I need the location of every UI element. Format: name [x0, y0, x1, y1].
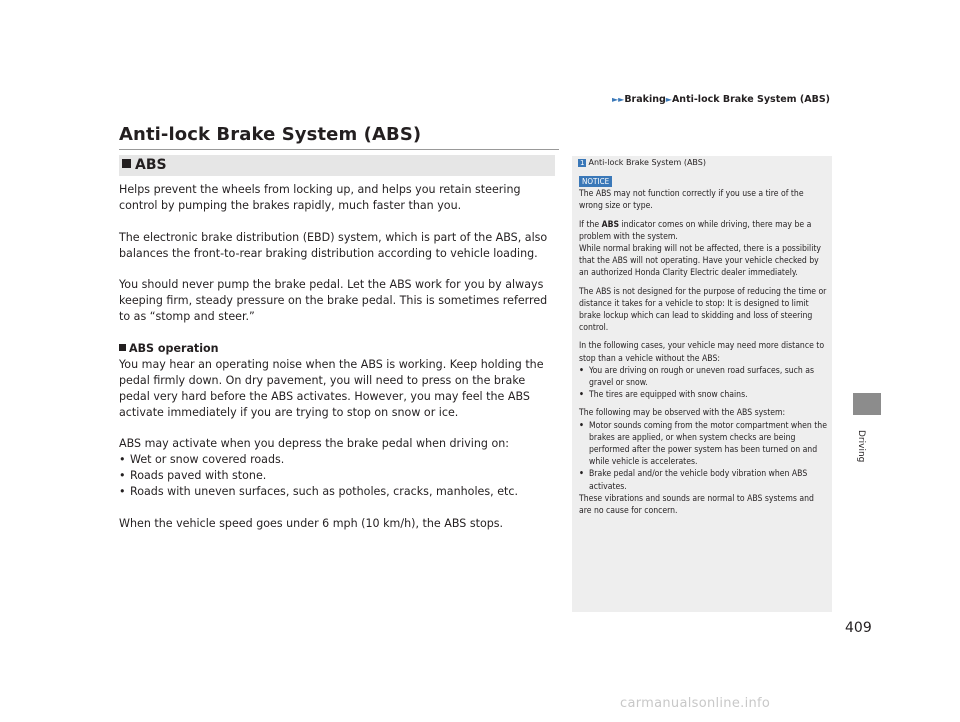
paragraph-abs-stops: When the vehicle speed goes under 6 mph (10 km/h), the ABS stops.	[119, 516, 504, 530]
page-title: Anti-lock Brake System (ABS)	[119, 124, 422, 145]
reference-title: Anti-lock Brake System (ABS)	[588, 158, 706, 167]
square-bullet-icon	[122, 159, 131, 168]
indicator-text-pre: If the	[579, 219, 602, 230]
paragraph-activate-intro: ABS may activate when you depress the brake pedal when driving on:	[119, 437, 510, 451]
paragraph-abs-purpose: Helps prevent the wheels from locking up, and helps you retain steering control by pumping the brakes rapidly, much faster than you.	[119, 183, 521, 212]
sidebar-notes-text	[579, 176, 827, 517]
section-heading	[122, 157, 167, 173]
list-item: • You are driving on rough or uneven road surfaces, such as gravel or snow.	[579, 365, 827, 389]
watermark: carmanualsonline.info	[620, 696, 771, 711]
not-designed-text: The ABS is not designed for the purpose of reducing the time or distance it takes for a vehicle to stop: It is designed to limit brake lockup which can lead to skidding and loss of steering control.	[579, 286, 827, 334]
square-bullet-icon	[119, 344, 126, 351]
list-item: • Roads with uneven surfaces, such as potholes, cracks, manholes, etc.	[119, 484, 557, 500]
breadcrumb-level1[interactable]: Braking	[624, 94, 666, 105]
list-item: • Roads paved with stone.	[119, 468, 557, 484]
paragraph-ebd: The electronic brake distribution (EBD) system, which is part of the ABS, also balances the front-to-rear braking distribution according to vehicle loading.	[119, 230, 548, 260]
indicator-text	[579, 219, 827, 243]
breadcrumb-separator-icon: ►	[665, 95, 672, 104]
list-item: • Motor sounds coming from the motor compartment when the brakes are applied, or when system checks are being performed after the power system has been turned on and while vehicle is accelerates.	[579, 420, 827, 469]
subheading-text: ABS operation	[129, 342, 219, 356]
subheading-abs-operation	[119, 341, 557, 357]
list-item: • Wet or snow covered roads.	[119, 452, 557, 468]
sidebar-reference	[578, 158, 706, 167]
section-header-bar	[119, 155, 555, 176]
paragraph-operation: You may hear an operating noise when the ABS is working. Keep holding the pedal firmly down. On dry pavement, you will need to press on the brake pedal very hard before the ABS activates. However, you may feel the ABS activate immediately if you are trying to stop on snow or ice.	[119, 357, 544, 419]
notice-text: The ABS may not function correctly if you use a tire of the wrong size or type.	[579, 189, 804, 212]
notice-badge: NOTICE	[579, 176, 612, 187]
observed-list	[579, 420, 827, 493]
conclusion-text: These vibrations and sounds are normal to ABS systems and are no cause for concern.	[579, 493, 814, 517]
activate-list	[119, 452, 557, 500]
section-heading-text: ABS	[135, 157, 167, 173]
breadcrumb-level2[interactable]: Anti-lock Brake System (ABS)	[671, 94, 830, 105]
chapter-tab-marker	[853, 393, 881, 415]
chapter-tab-label: Driving	[856, 430, 866, 463]
observed-intro-text: The following may be observed with the ABS system:	[579, 408, 786, 419]
title-divider	[119, 149, 559, 150]
page-number: 409	[845, 620, 872, 636]
main-body-text	[119, 182, 557, 548]
list-item: • Brake pedal and/or the vehicle body vibration when ABS activates.	[579, 468, 827, 492]
indicator-text-abs: ABS	[601, 219, 620, 230]
list-item: • The tires are equipped with snow chains.	[579, 389, 827, 401]
reference-number-badge: 1	[580, 159, 585, 167]
paragraph-stomp-steer: You should never pump the brake pedal. Let the ABS work for you by always keeping firm, steady pressure on the brake pedal. This is sometimes referred to as “stomp and steer.”	[119, 278, 548, 324]
cases-intro-text: In the following cases, your vehicle may need more distance to stop than a vehicle without the ABS:	[579, 341, 825, 364]
cases-list	[579, 365, 827, 402]
normal-braking-text: While normal braking will not be affected, there is a possibility that the ABS will not operating. Have your vehicle checked by an authorized Honda Clarity Electric dealer immediately.	[579, 244, 821, 279]
indicator-text-post: indicator comes on while driving, there may be a problem with the system.	[579, 219, 812, 242]
breadcrumb	[612, 94, 852, 105]
breadcrumb-arrow-icon: ►►	[612, 95, 625, 104]
